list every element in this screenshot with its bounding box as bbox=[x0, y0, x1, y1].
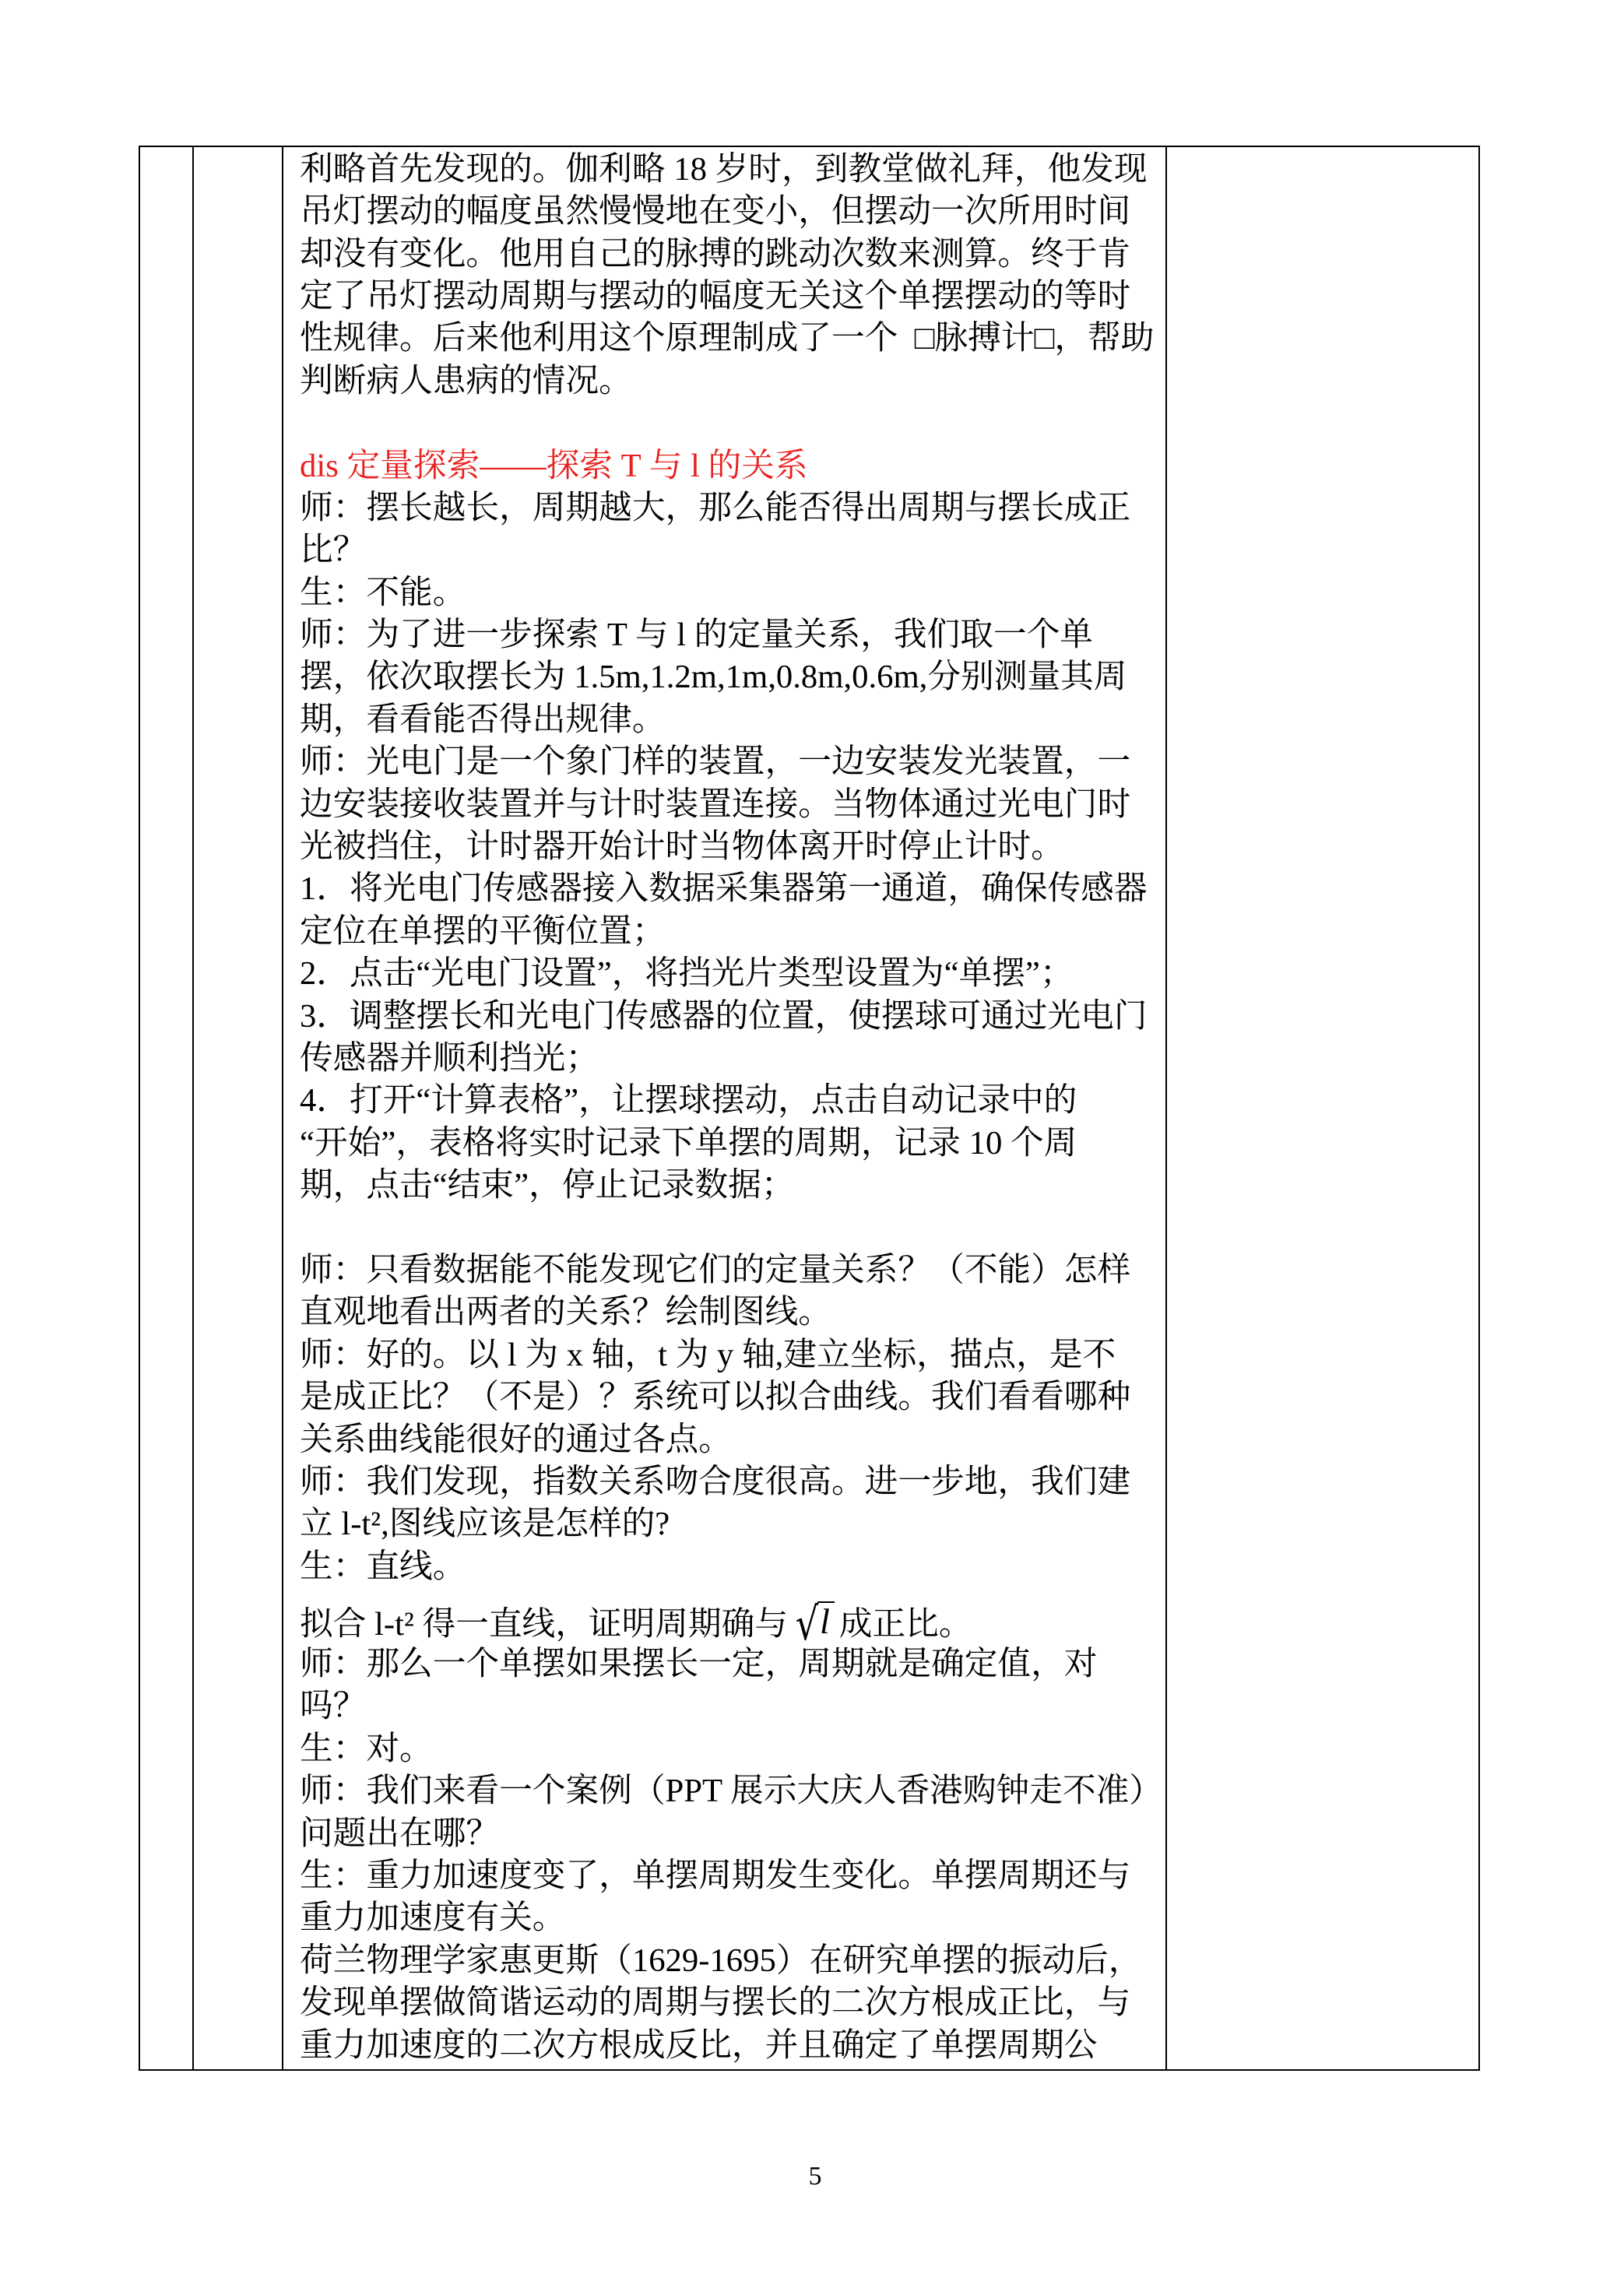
table-cell-notes bbox=[1167, 147, 1478, 2069]
line-text: 生：不能。 bbox=[300, 574, 466, 611]
text-line bbox=[300, 1982, 1165, 2024]
line-text: 师：光电门是一个象门样的装置，一边安装发光装置，一 bbox=[300, 743, 1131, 781]
line-text: 摆，依次取摆长为 1.5m,1.2m,1m,0.8m,0.6m,分别测量其周 bbox=[300, 659, 1127, 696]
line-text: 判断病人患病的情况。 bbox=[300, 362, 632, 399]
blank-line bbox=[300, 402, 1165, 445]
line-text: 师：只看数据能不能发现它们的定量关系？（不能）怎样 bbox=[300, 1251, 1131, 1288]
line-text: 重力加速度有关。 bbox=[300, 1900, 566, 1937]
text-line bbox=[300, 1546, 1165, 1588]
line-text: “开始”，表格将实时记录下单摆的周期，记录 10 个周 bbox=[300, 1124, 1077, 1162]
formula-line bbox=[300, 1588, 1165, 1650]
line-text: 关系曲线能很好的通过各点。 bbox=[300, 1421, 732, 1458]
section-heading bbox=[300, 445, 1165, 487]
line-text: 定了吊灯摆动周期与摆动的幅度无关这个单摆摆动的等时 bbox=[300, 277, 1131, 315]
line-text: 师：我们来看一个案例（PPT 展示大庆人香港购钟走不准） bbox=[300, 1773, 1162, 1810]
text-line bbox=[300, 2025, 1165, 2067]
text-line bbox=[300, 911, 1165, 953]
line-text: 比？ bbox=[300, 532, 367, 569]
line-text: 师：为了进一步探索 T 与 l 的定量关系，我们取一个单 bbox=[300, 617, 1093, 654]
line-text: 吊灯摆动的幅度虽然慢慢地在变小，但摆动一次所用时间 bbox=[300, 193, 1131, 230]
text-line bbox=[300, 656, 1165, 698]
text-line bbox=[300, 1292, 1165, 1334]
text-line bbox=[300, 699, 1165, 741]
text-line bbox=[300, 1855, 1165, 1897]
line-text: 生：对。 bbox=[300, 1730, 433, 1767]
text-line bbox=[300, 1334, 1165, 1376]
line-text-after-formula: 成正比。 bbox=[838, 1605, 972, 1643]
sqrt-formula bbox=[793, 1597, 835, 1650]
text-line bbox=[300, 360, 1165, 402]
line-text: 发现单摆做简谐运动的周期与摆长的二次方根成正比，与 bbox=[300, 1984, 1131, 2022]
text-line bbox=[300, 1461, 1165, 1503]
line-text: 师：摆长越长，周期越大，那么能否得出周期与摆长成正 bbox=[300, 489, 1131, 526]
text-line bbox=[300, 741, 1165, 783]
line-text: 利略首先发现的。伽利略 18 岁时，到教堂做礼拜，他发现 bbox=[300, 150, 1148, 188]
line-text: 传感器并顺利挡光； bbox=[300, 1040, 599, 1077]
page-number: 5 bbox=[808, 2162, 822, 2191]
text-line bbox=[300, 1940, 1165, 1982]
table-cell-stage bbox=[140, 147, 194, 2069]
line-text: 立 l-t²,图线应该是怎样的? bbox=[300, 1506, 670, 1543]
text-line bbox=[300, 1770, 1165, 1812]
line-text: 定位在单摆的平衡位置； bbox=[300, 912, 666, 950]
line-text: 1．将光电门传感器接入数据采集器第一通道，确保传感器 bbox=[300, 870, 1148, 908]
line-text: 期，点击“结束”，停止记录数据； bbox=[300, 1167, 795, 1204]
line-text: 是成正比？（不是）？系统可以拟合曲线。我们看看哪种 bbox=[300, 1379, 1131, 1416]
text-line bbox=[300, 1080, 1165, 1122]
text-line bbox=[300, 1643, 1165, 1685]
text-line bbox=[300, 1503, 1165, 1545]
text-line bbox=[300, 1728, 1165, 1770]
text-line bbox=[300, 149, 1165, 191]
line-text: 2．点击“光电门设置”，将挡光片类型设置为“单摆”； bbox=[300, 955, 1074, 993]
text-line bbox=[300, 1249, 1165, 1292]
line-text: 3．调整摆长和光电门传感器的位置，使摆球可通过光电门 bbox=[300, 997, 1148, 1035]
line-text: 光被挡住，计时器开始计时当物体离开时停止计时。 bbox=[300, 828, 1064, 866]
text-line bbox=[300, 318, 1165, 360]
text-line bbox=[300, 1165, 1165, 1207]
line-text: 边安装接收装置并与计时装置连接。当物体通过光电门时 bbox=[300, 786, 1131, 823]
text-line bbox=[300, 572, 1165, 614]
radical-sign: √ bbox=[795, 1597, 819, 1650]
line-text: 吗？ bbox=[300, 1688, 367, 1725]
line-text: 问题出在哪？ bbox=[300, 1815, 500, 1852]
line-text: 拟合 l-t² 得一直线，证明周期确与 bbox=[300, 1605, 789, 1643]
line-text: 生：直线。 bbox=[300, 1548, 466, 1585]
line-text: 期，看看能否得出规律。 bbox=[300, 701, 666, 738]
text-line bbox=[300, 1376, 1165, 1418]
text-line bbox=[300, 826, 1165, 868]
text-line bbox=[300, 953, 1165, 995]
text-line bbox=[300, 784, 1165, 826]
table-cell-teaching-process bbox=[283, 147, 1167, 2069]
line-text: 师：好的。以 l 为 x 轴，t 为 y 轴,建立坐标，描点，是不 bbox=[300, 1336, 1116, 1373]
line-text: 4．打开“计算表格”，让摆球摆动，点击自动记录中的 bbox=[300, 1082, 1077, 1119]
text-line bbox=[300, 276, 1165, 318]
text-line bbox=[300, 1685, 1165, 1727]
line-text: 师：我们发现，指数关系吻合度很高。进一步地，我们建 bbox=[300, 1463, 1131, 1500]
blank-line bbox=[300, 1207, 1165, 1249]
text-line bbox=[300, 1038, 1165, 1080]
line-text: 性规律。后来他利用这个原理制成了一个 □脉搏计□，帮助 bbox=[300, 320, 1155, 357]
text-line bbox=[300, 1419, 1165, 1461]
line-text: dis 定量探索——探索 T 与 l 的关系 bbox=[300, 447, 808, 484]
text-line bbox=[300, 191, 1165, 233]
text-line bbox=[300, 487, 1165, 529]
text-line bbox=[300, 1123, 1165, 1165]
text-line bbox=[300, 234, 1165, 276]
text-line bbox=[300, 614, 1165, 656]
content-text bbox=[300, 149, 1165, 2067]
line-text: 荷兰物理学家惠更斯（1629-1695）在研究单摆的振动后， bbox=[300, 1942, 1142, 1979]
text-line bbox=[300, 996, 1165, 1038]
text-line bbox=[300, 1897, 1165, 1939]
line-text: 却没有变化。他用自己的脉搏的跳动次数来测算。终于肯 bbox=[300, 235, 1131, 272]
text-line bbox=[300, 1813, 1165, 1855]
radicand: l bbox=[817, 1601, 835, 1640]
line-text: 重力加速度的二次方根成反比，并且确定了单摆周期公 bbox=[300, 2026, 1098, 2064]
text-line bbox=[300, 868, 1165, 910]
line-text: 直观地看出两者的关系？绘制图线。 bbox=[300, 1294, 831, 1331]
line-text: 师：那么一个单摆如果摆长一定，周期就是确定值，对 bbox=[300, 1646, 1098, 1683]
lesson-plan-table bbox=[139, 146, 1480, 2071]
line-text: 生：重力加速度变了，单摆周期发生变化。单摆周期还与 bbox=[300, 1857, 1131, 1895]
table-cell-time bbox=[194, 147, 283, 2069]
text-line bbox=[300, 529, 1165, 571]
